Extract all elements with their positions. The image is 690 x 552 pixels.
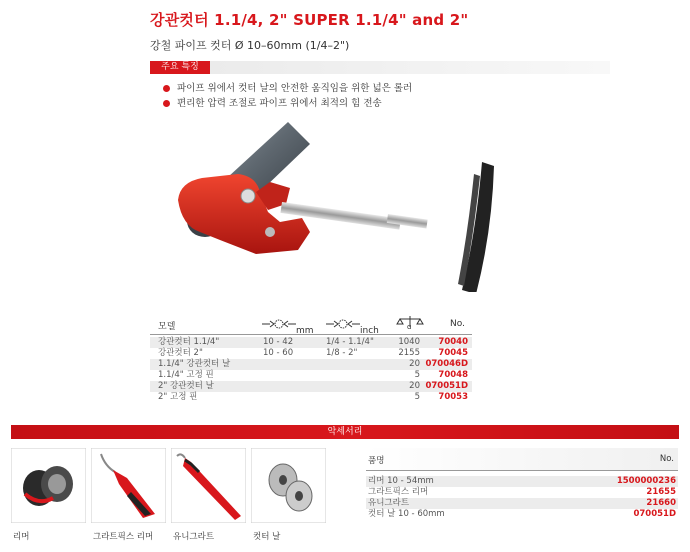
pipe-diameter-icon — [262, 319, 296, 329]
col-no: No. — [659, 454, 674, 464]
table-row: 1.1/4" 강관컷터 날 20 070046D — [150, 359, 472, 370]
features-header-bar — [150, 61, 610, 74]
col-model: 모델 — [158, 322, 176, 332]
feature-item — [163, 96, 412, 111]
page-title: 강관컷터 1.1/4, 2" SUPER 1.1/4" and 2" — [150, 11, 469, 29]
accessory-label: 그라트픽스 리머 — [93, 532, 154, 542]
accessories-table — [366, 448, 678, 520]
feature-item — [163, 81, 412, 96]
accessory-label: 리머 — [13, 532, 30, 542]
col-name: 품명 — [368, 456, 385, 466]
pipe-diameter-icon — [326, 319, 360, 329]
spec-table — [150, 337, 472, 403]
accessory-label: 유니그라트 — [173, 532, 215, 542]
reamer-image — [11, 448, 86, 523]
accessories-bar — [11, 425, 679, 439]
accessories-table-header — [366, 448, 678, 471]
table-row: 유니그라트 21660 — [368, 498, 676, 508]
feature-text: 파이프 위에서 컷터 날의 안전한 움직임을 위한 넓은 롤러 — [177, 83, 413, 94]
table-row: 강관컷터 2" 10 - 60 1/8 - 2" 2155 70045 — [158, 348, 468, 358]
table-row: 2" 고정 핀 5 70053 — [158, 392, 468, 402]
bullet-icon — [163, 100, 170, 107]
feature-text: 편리한 압력 조절로 파이프 위에서 최적의 힘 전송 — [177, 98, 382, 109]
table-row: 강관컷터 1.1/4" 10 - 42 1/4 - 1.1/4" 1040 70040 — [150, 337, 472, 348]
svg-text:g: g — [407, 323, 412, 329]
table-row: 리머 10 - 54mm 1500000236 — [368, 476, 676, 486]
cutter-wheel-image — [251, 448, 326, 523]
table-row: 컷터 날 10 - 60mm 070051D — [368, 509, 676, 519]
scale-icon — [396, 315, 424, 332]
accessory-label: 컷터 날 — [253, 532, 281, 542]
col-no: No. — [450, 319, 465, 329]
pipe-cutter-image — [160, 122, 500, 292]
table-row: 그라트픽스 리머 21655 — [368, 487, 676, 497]
accessories-title: 악세서리 — [327, 427, 363, 437]
features-tab: 주요 특징 — [150, 61, 210, 74]
table-row: 2" 강관컷터 날 20 070051D — [150, 381, 472, 392]
col-mm: mm — [262, 319, 296, 330]
features-list — [163, 81, 412, 111]
grattfix-reamer-image — [91, 448, 166, 523]
col-inch: inch — [326, 319, 360, 330]
spec-table-header — [150, 312, 472, 335]
bullet-icon — [163, 85, 170, 92]
table-row: 1.1/4" 고정 핀 5 70048 — [158, 370, 468, 380]
unigratt-image — [171, 448, 246, 523]
page-subtitle: 강철 파이프 컷터 Ø 10–60mm (1/4–2") — [150, 39, 350, 52]
